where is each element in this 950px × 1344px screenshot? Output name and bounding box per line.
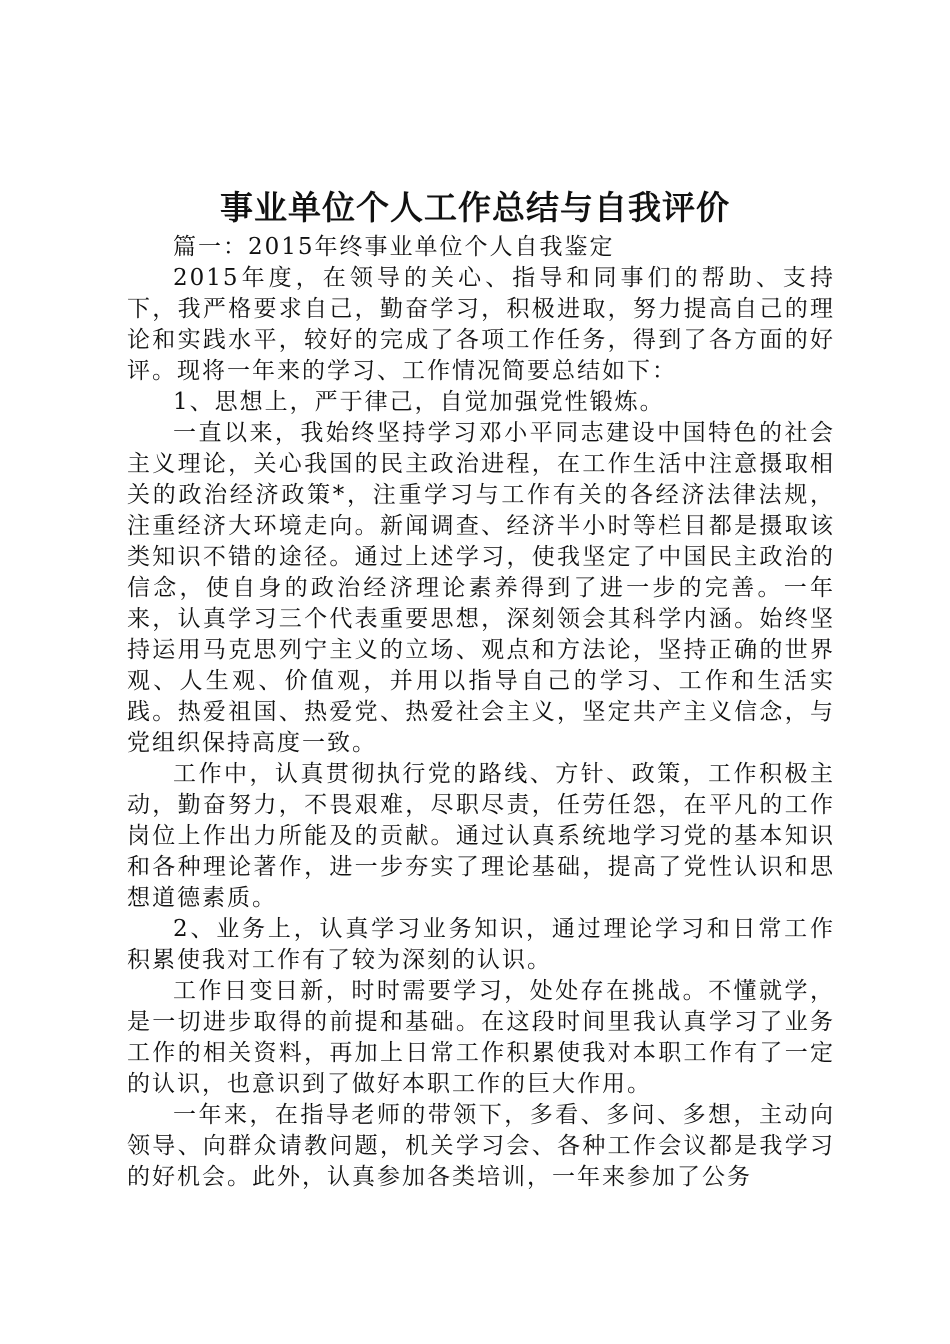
paragraph-ideology: 一直以来，我始终坚持学习邓小平同志建设中国特色的社会主义理论，关心我国的民主政治进程，在工作生活中注意摄取相关的政治经济政策*，注重学习与工作有关的各经济法律法规，注重经济大环境走向。新闻调查、经济半小时等栏目都是摄取该类知识不错的途径。通过上述学习，使我坚定了中国民主政治的信念，使自身的政治经济理论素养得到了进一步的完善。一年来，认真学习三个代表重要思想，深刻领会其科学内涵。始终坚持运用马克思列宁主义的立场、观点和方法论，坚持正确的世界观、人生观、价值观，并用以指导自己的学习、工作和生活实践。热爱祖国、热爱党、热爱社会主义，坚定共产主义信念，与党组织保持高度一致。 <box>127 420 835 756</box>
document-body <box>127 232 835 1193</box>
paragraph-work-attitude: 工作中，认真贯彻执行党的路线、方针、政策，工作积极主动，勤奋努力，不畏艰难，尽职尽责，任劳任怨，在平凡的工作岗位上作出力所能及的贡献。通过认真系统地学习党的基本知识和各种理论著作，进一步夯实了理论基础，提高了党性认识和思想道德素质。 <box>127 761 835 911</box>
document-title: 事业单位个人工作总结与自我评价 <box>220 188 730 227</box>
paragraph-point-2-heading: 2、业务上，认真学习业务知识，通过理论学习和日常工作积累使我对工作有了较为深刻的认识。 <box>127 916 835 973</box>
paragraph-learning: 工作日变日新，时时需要学习，处处存在挑战。不懂就学，是一切进步取得的前提和基础。在这段时间里我认真学习了业务工作的相关资料，再加上日常工作积累使我对本职工作有了一定的认识，也意识到了做好本职工作的巨大作用。 <box>127 978 835 1097</box>
paragraph-guidance: 一年来，在指导老师的带领下，多看、多问、多想，主动向领导、向群众请教问题，机关学习会、各种工作会议都是我学习的好机会。此外，认真参加各类培训，一年来参加了公务 <box>127 1102 835 1190</box>
paragraph-section-heading: 篇一：2015年终事业单位个人自我鉴定 <box>173 234 615 260</box>
paragraph-point-1-heading: 1、思想上，严于律己，自觉加强党性锻炼。 <box>173 389 665 415</box>
paragraph-intro: 2015年度，在领导的关心、指导和同事们的帮助、支持下，我严格要求自己，勤奋学习，积极进取，努力提高自己的理论和实践水平，较好的完成了各项工作任务，得到了各方面的好评。现将一年来的学习、工作情况简要总结如下： <box>127 265 835 384</box>
